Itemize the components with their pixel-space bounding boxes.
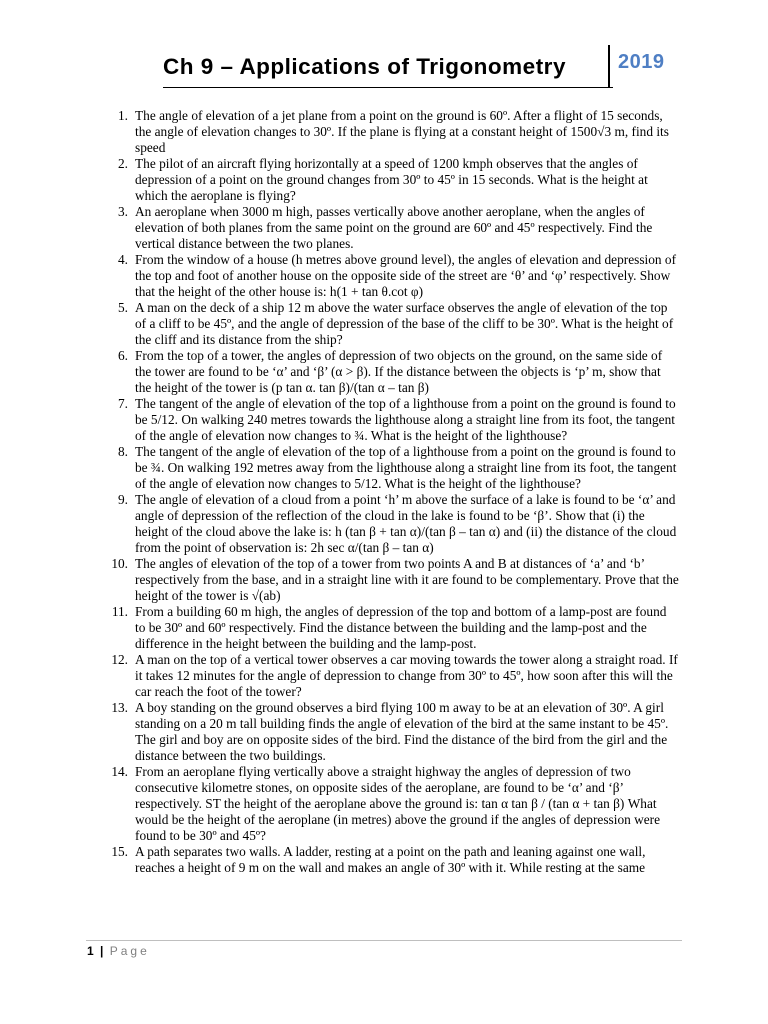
question-text: The tangent of the angle of elevation of the top of a lighthouse from a point on the ground is found to be ¾. On walking 192 metres away from the lighthouse along a straight line from its foot, the tangent of the angle of elevation now changes to 5/12. What is the height of the lighthouse? [135, 444, 677, 491]
question-text: The angles of elevation of the top of a tower from two points A and B at distances of ‘a’ and ‘b’ respectively from the base, and in a straight line with it are found to be complementary. Prove that the height of the tower is √(ab) [135, 556, 679, 603]
question-text: The angle of elevation of a cloud from a point ‘h’ m above the surface of a lake is found to be ‘α’ and angle of depression of the reflection of the cloud in the lake is found to be ‘β’. Show that (i) the height of the cloud above the lake is: h (tan β + tan α)/(tan β – tan α) and (ii) the distance of the cloud from the point of observation is: 2h sec α/(tan β – tan α) [135, 492, 677, 555]
footer-divider [86, 940, 682, 941]
question-text: A boy standing on the ground observes a bird flying 100 m away to be at an elevation of 30º. A girl standing on a 20 m tall building finds the angle of elevation of the bird at the same instant to be 45º. The girl and boy are on opposite sides of the bird. Find the distance of the bird from the girl and the distance between the two buildings. [135, 700, 669, 763]
page-number: 1 [87, 944, 94, 958]
page-label: Page [109, 944, 150, 958]
question-text: From the top of a tower, the angles of depression of two objects on the ground, on the same side of the tower are found to be ‘α’ and ‘β’ (α > β). If the distance between the objects is ‘p’ m, show that the height of the tower is (p tan α. tan β)/(tan α – tan β) [135, 348, 663, 395]
question-list [100, 108, 680, 876]
question-text: The tangent of the angle of elevation of the top of a lighthouse from a point on the ground is found to be 5/12. On walking 240 metres towards the lighthouse along a straight line from its foot, the tangent of the angle of elevation now changes to ¾. What is the height of the lighthouse? [135, 396, 676, 443]
question-item [100, 764, 680, 844]
question-number: 1. [117, 108, 128, 123]
question-item [100, 252, 680, 300]
question-number: 9. [117, 492, 128, 507]
question-item [100, 444, 680, 492]
question-text: A man on the top of a vertical tower observes a car moving towards the tower along a straight road. If it takes 12 minutes for the angle of depression to change from 30º to 45º, how soon after this will the car reach the foot of the tower? [135, 652, 678, 699]
question-item [100, 844, 680, 876]
page-title: Ch 9 – Applications of Trigonometry [163, 54, 566, 79]
question-item [100, 492, 680, 556]
question-item [100, 156, 680, 204]
question-text: An aeroplane when 3000 m high, passes vertically above another aeroplane, when the angles of elevation of both planes from the same point on the ground are 60º and 45º respectively. Find the vertical distance between the two planes. [135, 204, 653, 251]
question-item [100, 300, 680, 348]
question-number: 15. [111, 844, 128, 859]
question-item [100, 348, 680, 396]
question-number: 11. [111, 604, 128, 619]
question-number: 4. [117, 252, 128, 267]
header-underline [163, 87, 613, 88]
question-text: The pilot of an aircraft flying horizontally at a speed of 1200 kmph observes that the angles of depression of a point on the ground changes from 30º to 45º in 15 seconds. What is the height at which the aeroplane is flying? [135, 156, 648, 203]
footer-separator: | [100, 944, 104, 958]
question-text: The angle of elevation of a jet plane from a point on the ground is 60º. After a flight of 15 seconds, the angle of elevation changes to 30º. If the plane is flying at a constant height of 1500√3 m, find its speed [135, 108, 669, 155]
question-number: 2. [117, 156, 128, 171]
question-number: 5. [117, 300, 128, 315]
header-divider [608, 45, 610, 88]
question-number: 14. [111, 764, 128, 779]
question-number: 12. [111, 652, 128, 667]
question-item [100, 604, 680, 652]
question-item [100, 396, 680, 444]
question-number: 7. [117, 396, 128, 411]
question-number: 10. [111, 556, 128, 571]
question-item [100, 700, 680, 764]
question-item [100, 556, 680, 604]
question-number: 8. [117, 444, 128, 459]
page-footer [87, 944, 150, 958]
question-text: A man on the deck of a ship 12 m above the water surface observes the angle of elevation of the top of a cliff to be 45º, and the angle of depression of the base of the cliff to be 30º. What is the height of the cliff and its distance from the ship? [135, 300, 674, 347]
question-text: A path separates two walls. A ladder, resting at a point on the path and leaning against one wall, reaches a height of 9 m on the wall and makes an angle of 30º with it. While resting at the same [135, 844, 646, 875]
question-text: From the window of a house (h metres above ground level), the angles of elevation and depression of the top and foot of another house on the opposite side of the street are ‘θ’ and ‘φ’ respectively. Show that the height of the other house is: h(1 + tan θ.cot φ) [135, 252, 677, 299]
question-item [100, 652, 680, 700]
question-number: 6. [117, 348, 128, 363]
question-item [100, 204, 680, 252]
question-number: 13. [111, 700, 128, 715]
question-text: From a building 60 m high, the angles of depression of the top and bottom of a lamp-post are found to be 30º and 60º respectively. Find the distance between the building and the lamp-post and the difference in the height between the building and the lamp-post. [135, 604, 667, 651]
question-number: 3. [117, 204, 128, 219]
question-item [100, 108, 680, 156]
header-year: 2019 [618, 51, 665, 73]
question-text: From an aeroplane flying vertically above a straight highway the angles of depression of two consecutive kilometre stones, on opposite sides of the aeroplane, are found to be ‘α’ and ‘β’ respectively. ST the height of the aeroplane above the ground is: tan α tan β / (tan α + tan β) What would be the height of the aeroplane (in metres) above the ground if the angles of depression were found to be 30º and 45º? [135, 764, 661, 843]
